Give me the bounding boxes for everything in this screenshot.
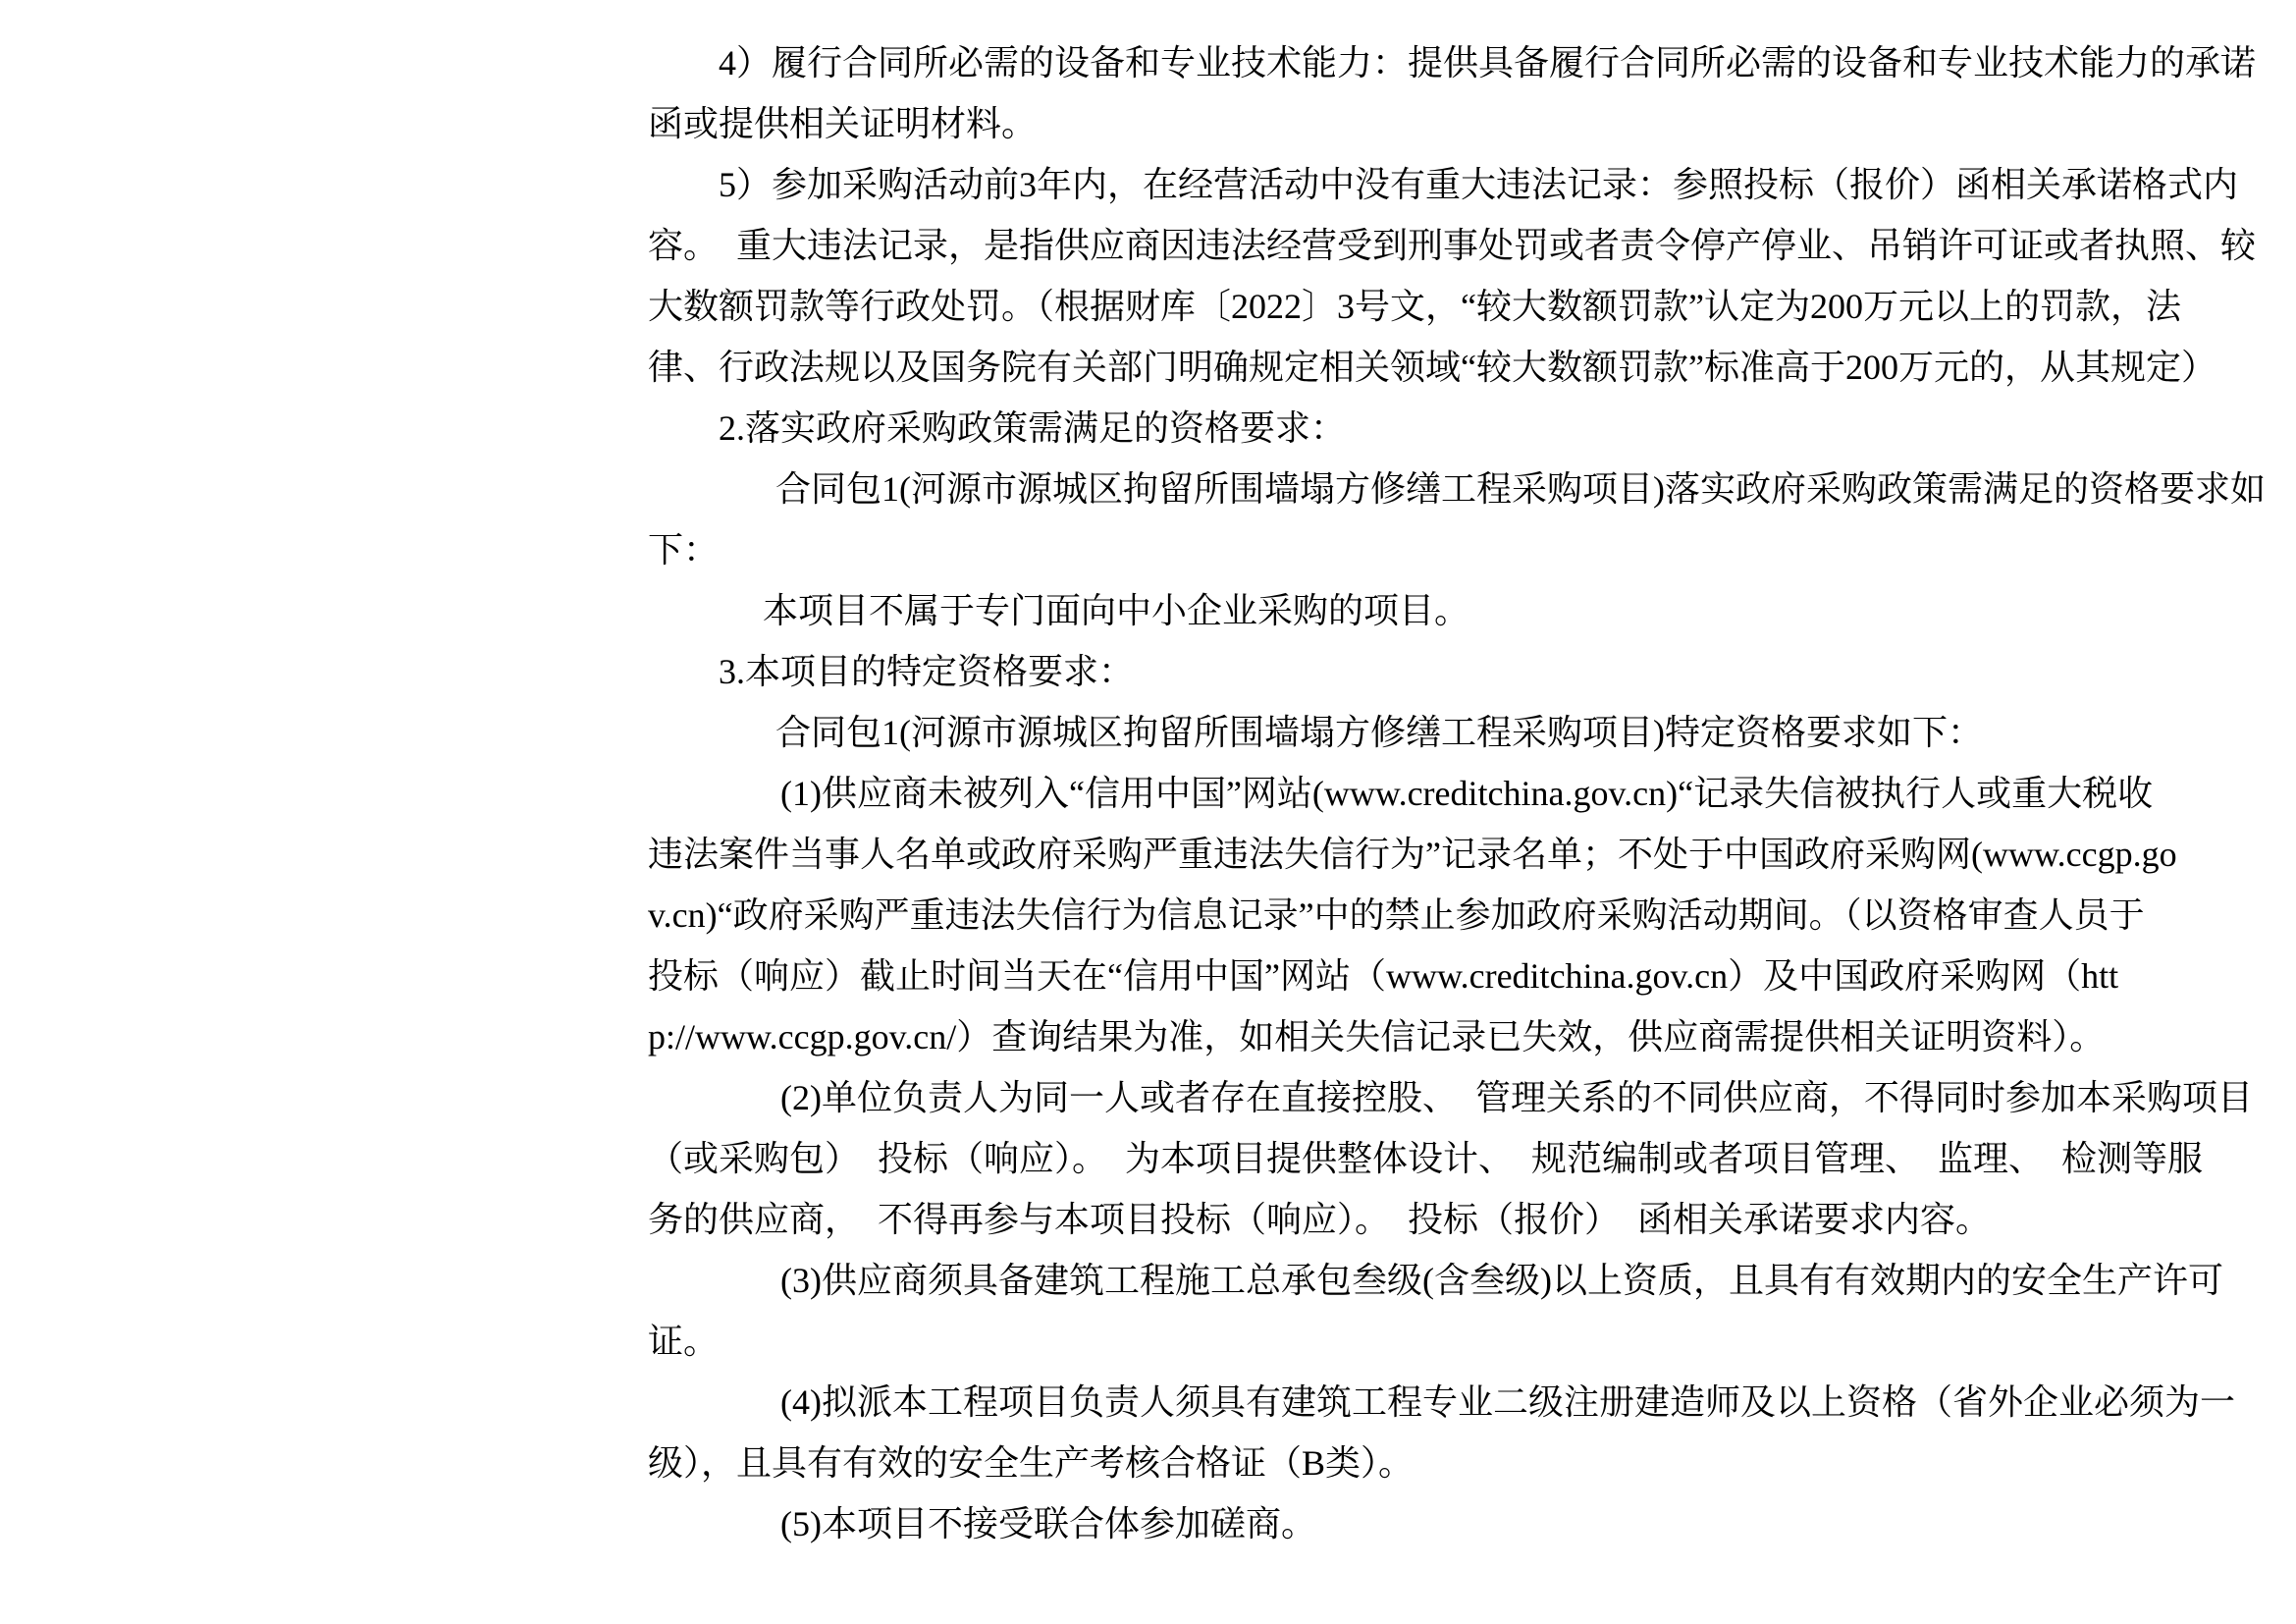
text-line: 投标（响应）截止时间当天在“信用中国”网站（www.creditchina.gov.cn）及中国政府采购网（htt	[648, 956, 2119, 996]
text-line: 2.落实政府采购政策需满足的资格要求：	[719, 408, 1347, 448]
text-line: 函或提供相关证明材料。	[648, 104, 1038, 143]
document-text-block	[648, 32, 2266, 1554]
text-line: 违法案件当事人名单或政府采购严重违法失信行为”记录名单；不处于中国政府采购网(www.ccgp.go	[648, 835, 2177, 874]
text-line: 律、行政法规以及国务院有关部门明确规定相关领域“较大数额罚款”标准高于200万元的，从其规定）	[648, 348, 2216, 387]
text-line: 证。	[648, 1322, 720, 1361]
text-line: 合同包1(河源市源城区拘留所围墙塌方修缮工程采购项目)落实政府采购政策需满足的资格要求如	[775, 469, 2266, 509]
text-line: 大数额罚款等行政处罚。（根据财库〔2022〕3号文，“较大数额罚款”认定为200万元以上的罚款，法	[648, 287, 2181, 326]
text-line: 4）履行合同所必需的设备和专业技术能力：提供具备履行合同所必需的设备和专业技术能力的承诺	[719, 43, 2257, 82]
text-line: (1)供应商未被列入“信用中国”网站(www.creditchina.gov.cn)“记录失信被执行人或重大税收	[780, 774, 2154, 813]
text-line: 本项目不属于专门面向中小企业采购的项目。	[763, 591, 1470, 630]
text-line: (3)供应商须具备建筑工程施工总承包叁级(含叁级)以上资质，且具有有效期内的安全生产许可	[780, 1261, 2223, 1300]
text-line: 容。 重大违法记录，是指供应商因违法经营受到刑事处罚或者责令停产停业、吊销许可证或者执照、较	[648, 226, 2257, 265]
text-line: （或采购包） 投标（响应）。 为本项目提供整体设计、 规范编制或者项目管理、 监理、 检测等服	[648, 1139, 2204, 1178]
text-line: 5）参加采购活动前3年内，在经营活动中没有重大违法记录：参照投标（报价）函相关承诺格式内	[719, 165, 2239, 204]
text-line: p://www.ccgp.gov.cn/）查询结果为准，如相关失信记录已失效，供应商需提供相关证明资料）。	[648, 1017, 2106, 1056]
text-line: v.cn)“政府采购严重违法失信行为信息记录”中的禁止参加政府采购活动期间。（以资格审查人员于	[648, 895, 2145, 935]
text-line: 下：	[648, 530, 720, 569]
text-line: 级），且具有有效的安全生产考核合格证（B类）。	[648, 1443, 1415, 1483]
text-line: 3.本项目的特定资格要求：	[719, 652, 1135, 691]
text-line: (4)拟派本工程项目负责人须具有建筑工程专业二级注册建造师及以上资格（省外企业必须为一	[780, 1382, 2235, 1422]
text-line: 合同包1(河源市源城区拘留所围墙塌方修缮工程采购项目)特定资格要求如下：	[775, 713, 1983, 752]
text-line: 务的供应商， 不得再参与本项目投标（响应）。 投标（报价） 函相关承诺要求内容。	[648, 1200, 1992, 1239]
text-line: (5)本项目不接受联合体参加磋商。	[780, 1504, 1316, 1543]
text-line: (2)单位负责人为同一人或者存在直接控股、 管理关系的不同供应商，不得同时参加本采购项目	[780, 1078, 2253, 1117]
